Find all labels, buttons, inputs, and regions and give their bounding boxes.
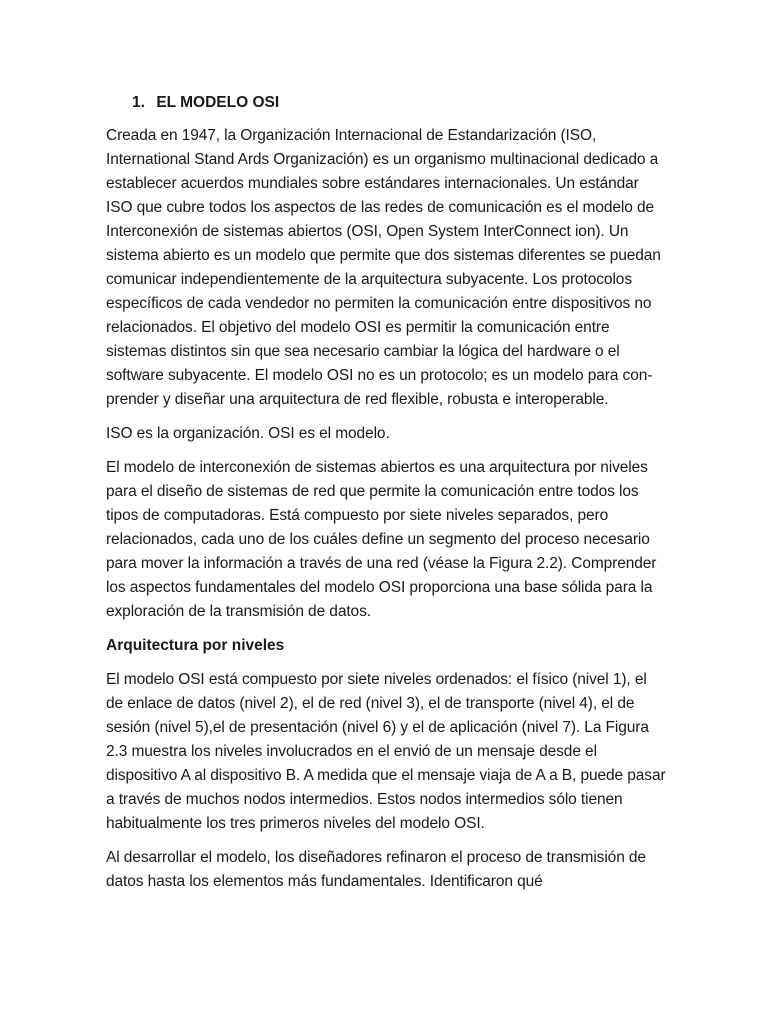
paragraph-design: Al desarrollar el modelo, los diseñadores refinaron el proceso de transmisión de datos hasta los elementos más fundamentales. Identificaron qué — [106, 849, 646, 890]
paragraph-iso-osi: ISO es la organización. OSI es el modelo. — [106, 425, 390, 442]
subheading-architecture: Arquitectura por niveles — [106, 637, 285, 654]
paragraph-osi-description: El modelo de interconexión de sistemas abiertos es una arquitectura por niveles para el diseño de sistemas de red que permite la comunicación entre todos los tipos de computadoras. Está compuesto por siete niveles separados, pero relacionados, cada uno de los cuáles define un segmento del proceso necesario para mover la información a través de una red (véase la Figura 2.2). Comprender los aspectos fundamentales del modelo OSI proporciona una base sólida para la exploración de la transmisión de datos. — [106, 459, 657, 620]
paragraph-layers: El modelo OSI está compuesto por siete niveles ordenados: el físico (nivel 1), el de enlace de datos (nivel 2), el de red (nivel 3), el de transporte (nivel 4), el de sesión (nivel 5),el de presentación (nivel 6) y el de aplicación (nivel 7). La Figura 2.3 muestra los niveles involucrados en el envió de un mensaje desde el dispositivo A al dispositivo B. A medida que el mensaje viaja de A a B, puede pasar a través de muchos nodos intermedios. Estos nodos intermedios sólo tienen habitualmente los tres primeros niveles del modelo OSI. — [106, 671, 666, 832]
paragraph-iso-intro: Creada en 1947, la Organización Internacional de Estandarización (ISO, International Stand Ards Organización) es un organismo multinacional dedicado a establecer acuerdos mundiales sobre estándares internacionales. Un estándar ISO que cubre todos los aspectos de las redes de comunicación es el modelo de Interconexión de sistemas abiertos (OSI, Open System InterConnect ion). Un sistema abierto es un modelo que permite que dos sistemas diferentes se puedan comunicar independientemente de la arquitectura subyacente. Los protocolos específicos de cada vendedor no permiten la comunicación entre dispositivos no relacionados. El objetivo del modelo OSI es permitir la comunicación entre sistemas distintos sin que sea necesario cambiar la lógica del hardware o el software subyacente. El modelo OSI no es un protocolo; es un modelo para con-prender y diseñar una arquitectura de red flexible, robusta e interoperable. — [106, 127, 661, 408]
document-body — [106, 92, 666, 904]
section-title: EL MODELO OSI — [156, 94, 280, 111]
section-number: 1. — [132, 94, 145, 111]
section-heading — [106, 92, 666, 114]
